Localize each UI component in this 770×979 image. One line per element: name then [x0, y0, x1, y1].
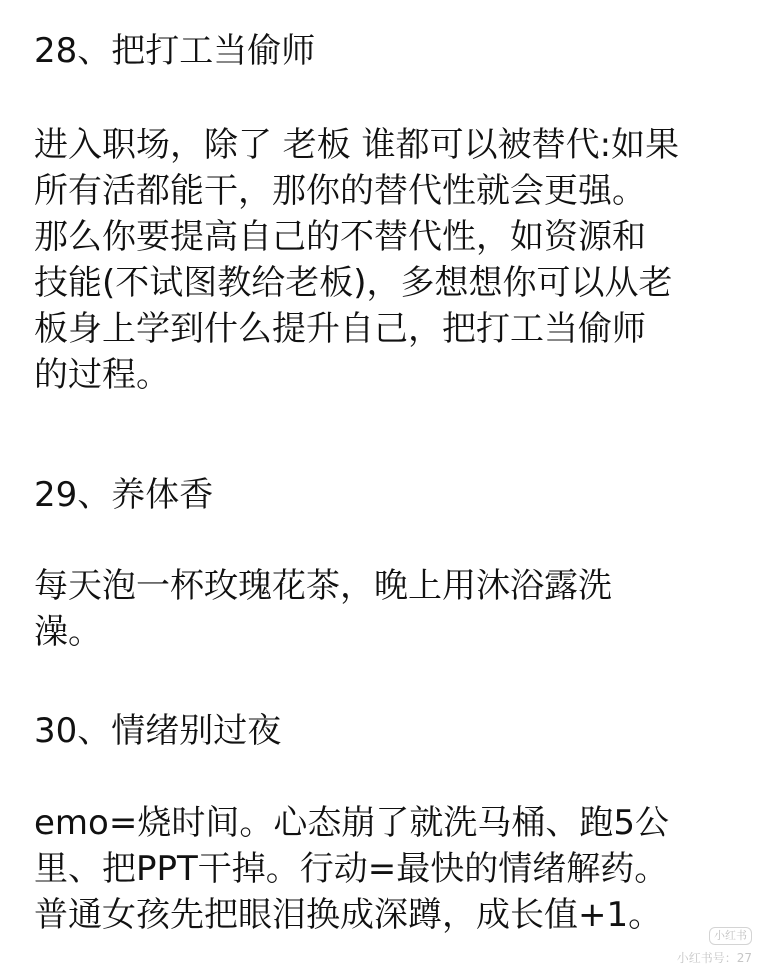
watermark-badge: 小红书 — [709, 927, 752, 945]
section-heading-29: 29、养体香 — [34, 475, 214, 515]
section-heading-28: 28、把打工当偷师 — [34, 31, 316, 71]
section-heading-30: 30、情绪别过夜 — [34, 711, 282, 751]
section-body-28: 进入职场，除了 老板 谁都可以被替代:如果 所有活都能干，那你的替代性就会更强。 那么你要提高自己的不替代性，如资源和 技能(不试图教给老板)，多想想你可以从老 板身上学到什么提升自己，把打工当偷师 的过程。 — [34, 125, 680, 395]
section-body-30: emo=烧时间。心态崩了就洗马桶、跑5公 里、把PPT干掉。行动=最快的情绪解药。 普通女孩先把眼泪换成深蹲，成长值+1。 — [34, 803, 669, 935]
section-body-29: 每天泡一杯玫瑰花茶，晚上用沐浴露洗 澡。 — [34, 566, 612, 652]
watermark — [677, 927, 752, 965]
watermark-id: 小红书号：27 — [676, 951, 752, 965]
